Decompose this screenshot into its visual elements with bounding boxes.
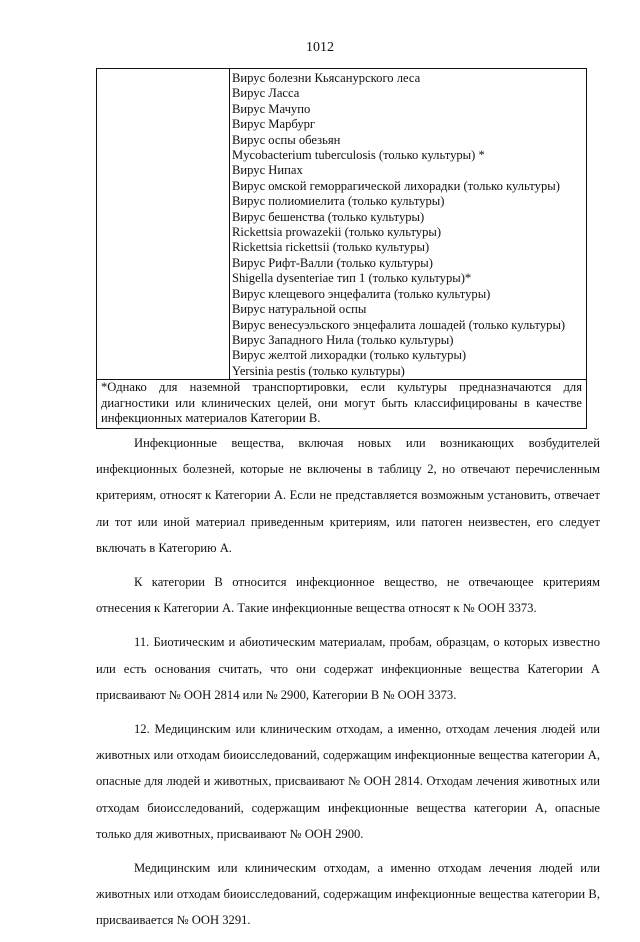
paragraph: Инфекционные вещества, включая новых или возникающих возбудителей инфекционных болезней, которые не включены в таблицу 2, но отвечают перечисленным критериям, относят к Категории А. Если не представляется возможным установить, отвечает ли тот или иной материал приведенным критериям, или патоген неизвестен, его следует включать в Категорию А.: [96, 436, 600, 555]
agent-item: Вирус Рифт-Валли (только культуры): [232, 255, 433, 270]
agent-item: Вирус натуральной оспы: [232, 302, 367, 317]
agent-item: Mycobacterium tuberculosis (только культуры) *: [232, 148, 485, 163]
agent-item: Вирус бешенства (только культуры): [232, 209, 425, 224]
agent-item: Rickettsia prowazekii (только культуры): [232, 225, 442, 240]
agent-item: Shigella dysenteriae тип 1 (только культуры)*: [232, 271, 472, 286]
agent-item: Вирус Западного Нила (только культуры): [232, 332, 454, 347]
paragraph: 11. Биотическим и абиотическим материалам, пробам, образцам, о которых известно или есть основания считать, что они содержат инфекционные вещества Категории А присваивают № ООН 2814 или № 2900, Категории В № ООН 3373.: [96, 635, 600, 702]
agent-item: Вирус полиомиелита (только культуры): [232, 194, 445, 209]
paragraph: К категории В относится инфекционное вещество, не отвечающее критериям отнесения к Категории А. Такие инфекционные вещества относят к № ООН 3373.: [96, 575, 600, 616]
agent-item: Вирус клещевого энцефалита (только культуры): [232, 286, 491, 301]
agent-item: Вирус Нипах: [232, 163, 303, 178]
paragraph: Медицинским или клиническим отходам, а именно отходам лечения людей или животных или отходам биоисследований, содержащим инфекционные вещества категории В, присваивается № ООН 3291.: [96, 861, 600, 928]
agent-item: Rickettsia rickettsii (только культуры): [232, 240, 430, 255]
agent-item: Вирус оспы обезьян: [232, 132, 341, 147]
agent-item: Вирус желтой лихорадки (только культуры): [232, 348, 467, 363]
agent-item: Yersinia pestis (только культуры): [232, 363, 405, 378]
page-number: 1012: [306, 40, 334, 55]
table-footnote: *Однако для наземной транспортировки, если культуры предназначаются для диагностики или клинических целей, они могут быть классифицированы в качестве инфекционных материалов Категории В.: [101, 380, 582, 426]
paragraph: 12. Медицинским или клиническим отходам, а именно, отходам лечения людей или животных или отходам биоисследований, содержащим инфекционные вещества категории А, опасные для людей и животных, присваивают № ООН 2814. Отходам лечения животных или отходам биоисследований, содержащим инфекционные вещества категории А, опасные только для животных, присваивают № ООН 2900.: [96, 722, 600, 841]
agents-category-cell: [97, 69, 230, 379]
agent-item: Вирус венесуэльского энцефалита лошадей (только культуры): [232, 317, 566, 332]
agents-row: [97, 69, 586, 380]
agents-table: [96, 68, 587, 429]
agents-list: [230, 69, 565, 379]
agent-item: Вирус Мачупо: [232, 101, 311, 116]
agent-item: Вирус Ласса: [232, 86, 300, 101]
agent-item: Вирус болезни Кьясанурского леса: [232, 71, 421, 85]
agents-list-cell: [230, 69, 565, 379]
agent-item: Вирус Марбург: [232, 117, 316, 132]
body-text: [96, 430, 600, 942]
agent-item: Вирус омской геморрагической лихорадки (только культуры): [232, 178, 560, 193]
